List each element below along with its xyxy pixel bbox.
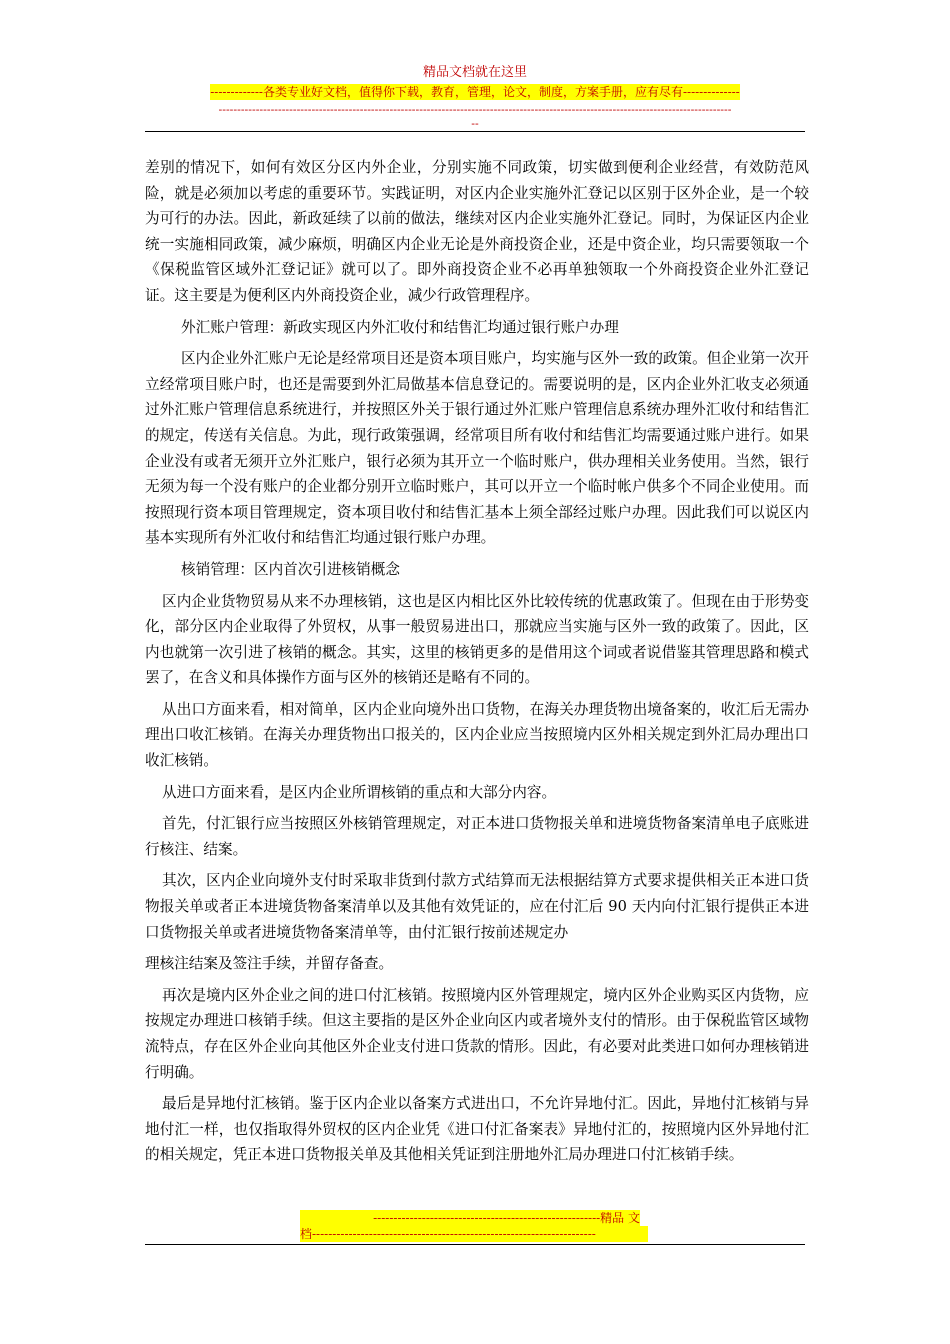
paragraph-account: 区内企业外汇账户无论是经常项目还是资本项目账户，均实施与区外一致的政策。但企业第一次开立经常项目账户时，也还是需要到外汇局做基本信息登记的。需要说明的是，区内企业外汇收支必须通过外汇账户管理信息系统进行，并按照区外关于银行通过外汇账户管理信息系统办理外汇收付和结售汇的规定，传送有关信息。为此，现行政策强调，经常项目所有收付和结售汇均需要通过账户进行。如果企业没有或者无须开立外汇账户，银行必须为其开立一个临时账户，供办理相关业务使用。当然，银行无须为每一个没有账户的企业都分别开立临时账户，其可以开立一个临时帐户供多个不同企业使用。而按照现行资本项目管理规定，资本项目收付和结售汇基本上须全部经过账户办理。因此我们可以说区内基本实现所有外汇收付和结售汇均通过银行账户办理。	[145, 350, 809, 547]
footer-line-1: --------------------------------------------------------精品 文	[300, 1210, 640, 1226]
section-heading-verification: 核销管理：区内首次引进核销概念	[181, 560, 400, 578]
header-slogan: -------------各类专业好文档，值得你下载，教育，管理，论文，制度，方案手册，应有尽有--------------	[210, 85, 740, 99]
header-divider	[145, 131, 805, 132]
paragraph-export: 从出口方面来看，相对简单，区内企业向境外出口货物，在海关办理货物出境备案的，收汇后无需办理出口收汇核销。在海关办理货物出口报关的，区内企业应当按照境内区外相关规定到外汇局办理出口收汇核销。	[145, 700, 809, 770]
header-title: 精品文档就在这里	[422, 65, 527, 80]
footer-divider	[145, 1244, 805, 1245]
page-footer	[300, 1210, 660, 1242]
paragraph-verification-intro: 区内企业货物贸易从来不办理核销，这也是区内相比区外比较传统的优惠政策了。但现在由于形势变化，部分区内企业取得了外贸权，从事一般贸易进出口，那就应当实施与区外一致的政策了。因此，区内也就第一次引进了核销的概念。其实，这里的核销更多的是借用这个词或者说借鉴其管理思路和模式罢了，在含义和具体操作方面与区外的核销还是略有不同的。	[145, 592, 809, 687]
paragraph-last: 最后是异地付汇核销。鉴于区内企业以备案方式进出口，不允许异地付汇。因此，异地付汇核销与异地付汇一样，也仅指取得外贸权的区内企业凭《进口付汇备案表》异地付汇的，按照境内区外异地付汇的相关规定，凭正本进口货物报关单及其他相关凭证到注册地外汇局办理进口付汇核销手续。	[145, 1095, 809, 1164]
header-dash-line: ------------------------------------------------------------------------------------------------------------------------------------------	[218, 103, 732, 116]
header-dash-tail: --	[471, 117, 479, 130]
section-heading-account: 外汇账户管理：新政实现区内外汇收付和结售汇均通过银行账户办理	[181, 318, 619, 336]
paragraph-first: 首先，付汇银行应当按照区外核销管理规定，对正本进口货物报关单和进境货物备案清单电子底账进行核注、结案。	[145, 815, 809, 858]
document-body	[145, 155, 809, 1168]
paragraph-third: 再次是境内区外企业之间的进口付汇核销。按照境内区外管理规定，境内区外企业购买区内货物，应按规定办理进口核销手续。但这主要指的是区外企业向区内或者境外支付的情形。由于保税监管区域物流特点，存在区外企业向其他区外企业支付进口货款的情形。因此，有必要对此类进口如何办理核销进行明确。	[145, 986, 809, 1081]
footer-line-2: 档----------------------------------------------------------------------	[300, 1226, 648, 1242]
paragraph-registration: 差别的情况下，如何有效区分区内外企业，分别实施不同政策，切实做到便利企业经营，有效防范风险，就是必须加以考虑的重要环节。实践证明，对区内企业实施外汇登记以区别于区外企业，是一个较为可行的办法。因此，新政延续了以前的做法，继续对区内企业实施外汇登记。同时，为保证区内企业统一实施相同政策，减少麻烦，明确区内企业无论是外商投资企业，还是中资企业，均只需要领取一个《保税监管区域外汇登记证》就可以了。即外商投资企业不必再单独领取一个外商投资企业外汇登记证。这主要是为便利区内外商投资企业，减少行政管理程序。	[145, 159, 809, 304]
paragraph-second-continued: 理核注结案及签注手续，并留存备查。	[145, 955, 394, 973]
paragraph-second: 其次，区内企业向境外支付时采取非货到付款方式结算而无法根据结算方式要求提供相关正本进口货物报关单或者正本进境货物备案清单以及其他有效凭证的，应在付汇后 90 天内向付汇银行提供正本进口货物报关单或者进境货物备案清单等，由付汇银行按前述规定办	[145, 872, 809, 941]
paragraph-import-intro: 从进口方面来看，是区内企业所谓核销的重点和大部分内容。	[162, 783, 557, 801]
page-header	[145, 64, 805, 131]
